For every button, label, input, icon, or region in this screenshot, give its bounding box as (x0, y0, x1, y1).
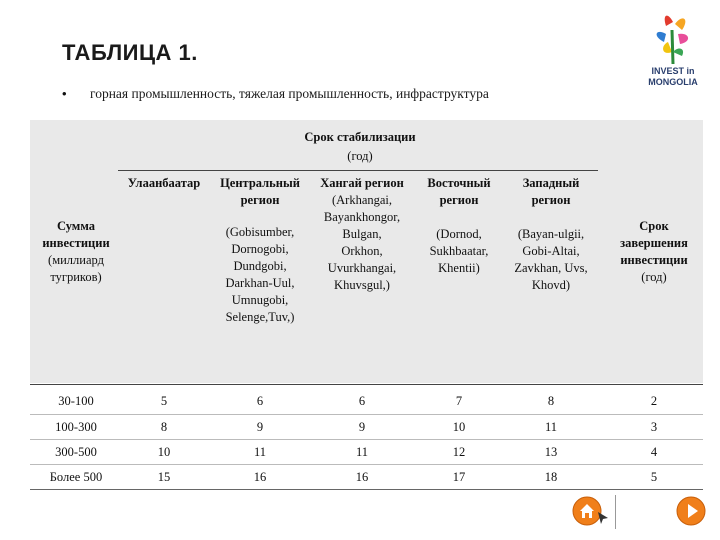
table-cell: 9 (256, 420, 264, 434)
table-cell: 13 (544, 445, 558, 459)
row-label: Более 500 (49, 470, 103, 484)
table-cell: 6 (358, 394, 366, 408)
table-cell: 5 (650, 470, 658, 484)
table-cell: 9 (358, 420, 366, 434)
table-cell: 8 (160, 420, 168, 434)
region-header-central: Центральный регион (Gobisumber, Dornogobi, Dundgobi, Darkhan-Uul, Umnugobi, Selenge,Tuv,) (220, 176, 300, 324)
group-header: Срок стабилизации (304, 130, 416, 144)
right-header: Срок завершения инвестиции (год) (620, 219, 688, 284)
region-header-ulaanbaatar: Улаанбаатар (127, 176, 201, 190)
logo-line1: INVEST in (651, 66, 695, 76)
row-label: 300-500 (55, 445, 97, 459)
table-cell: 16 (355, 470, 369, 484)
table-cell: 12 (452, 445, 466, 459)
table-cell: 4 (650, 445, 658, 459)
region-header-west: Западный регион (Bayan-ulgii, Gobi-Altai, Zavkhan, Uvs, Khovd) (514, 176, 588, 292)
slide-title: ТАБЛИЦА 1. (62, 40, 198, 65)
header-rule (118, 170, 598, 171)
play-next-icon (676, 496, 706, 526)
row-label: 30-100 (58, 394, 94, 408)
bullet-marker: • (62, 86, 67, 101)
table-cell: 18 (544, 470, 558, 484)
table-cell: 7 (455, 394, 463, 408)
row-divider (30, 414, 703, 415)
bullet-text: горная промышленность, тяжелая промышленность, инфраструктура (90, 86, 489, 101)
table-cell: 17 (452, 470, 466, 484)
table-cell: 16 (253, 470, 267, 484)
region-header-east: Восточный регион (Dornod, Sukhbaatar, Khentii) (427, 176, 491, 275)
table-bottom-rule (30, 489, 703, 490)
table-cell: 8 (547, 394, 555, 408)
region-header-khangai: Хангай регион (Arkhangai, Bayankhongor, Bulgan, Orkhon, Uvurkhangai, Khuvsgul,) (320, 176, 404, 292)
nav-separator (615, 495, 616, 529)
next-button[interactable] (676, 496, 706, 526)
table-cell: 6 (256, 394, 264, 408)
table-cell: 11 (544, 420, 558, 434)
table-cell: 15 (157, 470, 171, 484)
invest-mongolia-logo (638, 12, 708, 92)
table-cell: 3 (650, 420, 658, 434)
table-cell: 5 (160, 394, 168, 408)
logo-line2: MONGOLIA (648, 77, 698, 87)
row-divider (30, 439, 703, 440)
left-header: Сумма инвестиции (миллиард тугриков) (42, 219, 110, 284)
table-cell: 11 (253, 445, 267, 459)
table-cell: 10 (452, 420, 466, 434)
row-divider (30, 464, 703, 465)
row-label: 100-300 (55, 420, 97, 434)
table-cell: 10 (157, 445, 171, 459)
leaves-icon (638, 12, 708, 68)
table-cell: 11 (355, 445, 369, 459)
cursor-arrow-icon (598, 512, 610, 524)
group-header-unit: (год) (347, 149, 373, 163)
table-cell: 2 (650, 394, 658, 408)
header-bottom-rule (30, 384, 703, 385)
